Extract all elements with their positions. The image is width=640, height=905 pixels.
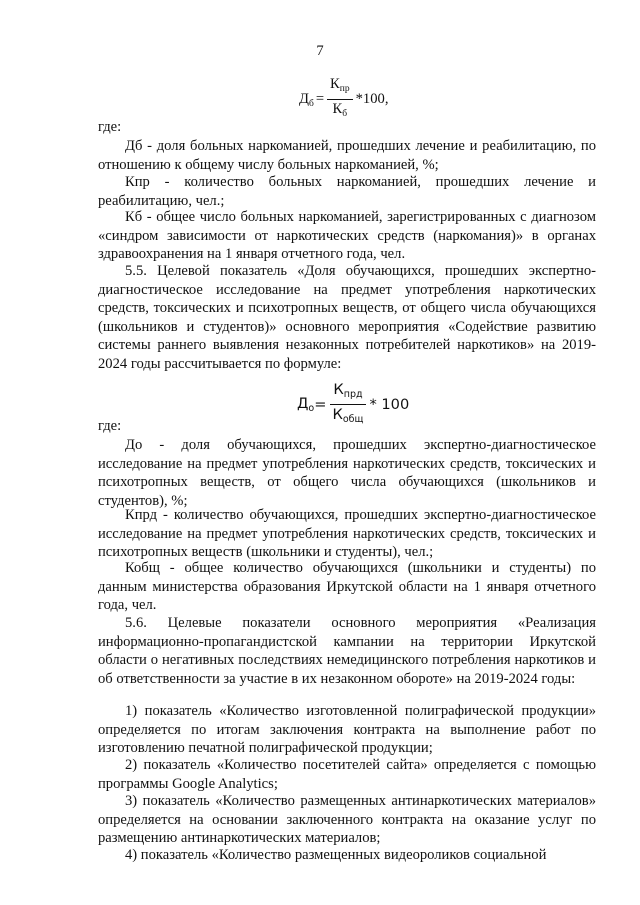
- formula-db-denominator: $К_б$: [332, 101, 348, 119]
- list-item-2: 2) показатель «Количество посетителей сайта» определяется с помощью программы Google Analytics;: [98, 757, 596, 792]
- formula-db-eq: =: [315, 91, 325, 107]
- paragraph-5-6: 5.6. Целевые показатели основного мероприятия «Реализация информационно-пропагандистской кампании на территории Иркутской области о негативных последствиях немедицинского потребления наркотиков и об ответственности за участие в их незаконном обороте» на 2019-2024 годы:: [98, 615, 596, 687]
- formula-db-tail: *100,: [355, 91, 389, 107]
- definition-do: До - доля обучающихся, прошедших экспертно-диагностическое исследование на предмет употребления наркотических средств, токсических и психотропных веществ, от общего числа обучающихся (школьников и студентов), %;: [98, 437, 596, 509]
- paragraph-5-5: 5.5. Целевой показатель «Доля обучающихся, прошедших экспертно-диагностическое исследование на предмет употребления наркотических средств, токсических и психотропных веществ, от общего числа обучающихся (школьников и студентов)» основного мероприятия «Содействие развитию системы раннего выявления незаконных потребителей наркотиков» на 2019-2024 годы рассчитывается по формуле:: [98, 263, 596, 372]
- list-item-3: 3) показатель «Количество размещенных антинаркотических материалов» определяется на основании заключенного контракта на оказание услуг по размещению антинаркотических материалов;: [98, 793, 596, 846]
- where-label-1: где:: [98, 119, 122, 135]
- formula-db-fraction: [327, 76, 353, 123]
- definition-kobshch: Кобщ - общее количество обучающихся (школьники и студенты) по данным министерства образования Иркутской области на 1 января отчетного года, чел.: [98, 560, 596, 613]
- formula-do-lhs: $Д_о$: [297, 395, 315, 414]
- formula-db-numerator: $К_{пр}$: [327, 76, 353, 100]
- where-label-2: где:: [98, 418, 122, 434]
- formula-do-numerator: $К_{прд}$: [330, 381, 365, 405]
- list-item-1: 1) показатель «Количество изготовленной полиграфической продукции» определяется по итогам заключения контракта на выполнение работ по изготовлению печатной полиграфической продукции;: [98, 703, 596, 756]
- formula-do-eq: =: [314, 396, 327, 413]
- page-number: 7: [316, 43, 324, 59]
- formula-db: [299, 76, 388, 123]
- formula-do-tail: * 100: [369, 396, 410, 413]
- definition-kprd: Кпрд - количество обучающихся, прошедших экспертно-диагностическое исследование на предмет употребления наркотических средств, токсических и психотропных веществ (школьники и студенты), чел.;: [98, 507, 596, 560]
- definition-db: Дб - доля больных наркоманией, прошедших лечение и реабилитацию, по отношению к общему числу больных наркоманией, %;: [98, 138, 596, 173]
- formula-db-lhs: $Д_б$: [299, 90, 314, 109]
- formula-do-denominator: $К_{общ}$: [332, 406, 364, 425]
- list-item-4: 4) показатель «Количество размещенных видеороликов социальной: [125, 847, 547, 863]
- definition-kb: Кб - общее число больных наркоманией, зарегистрированных с диагнозом «синдром зависимости от наркотических средств (наркомания)» в органах здравоохранения на 1 января отчетного года, чел.: [98, 209, 596, 262]
- definition-kpr: Кпр - количество больных наркоманией, прошедших лечение и реабилитацию, чел.;: [98, 174, 596, 209]
